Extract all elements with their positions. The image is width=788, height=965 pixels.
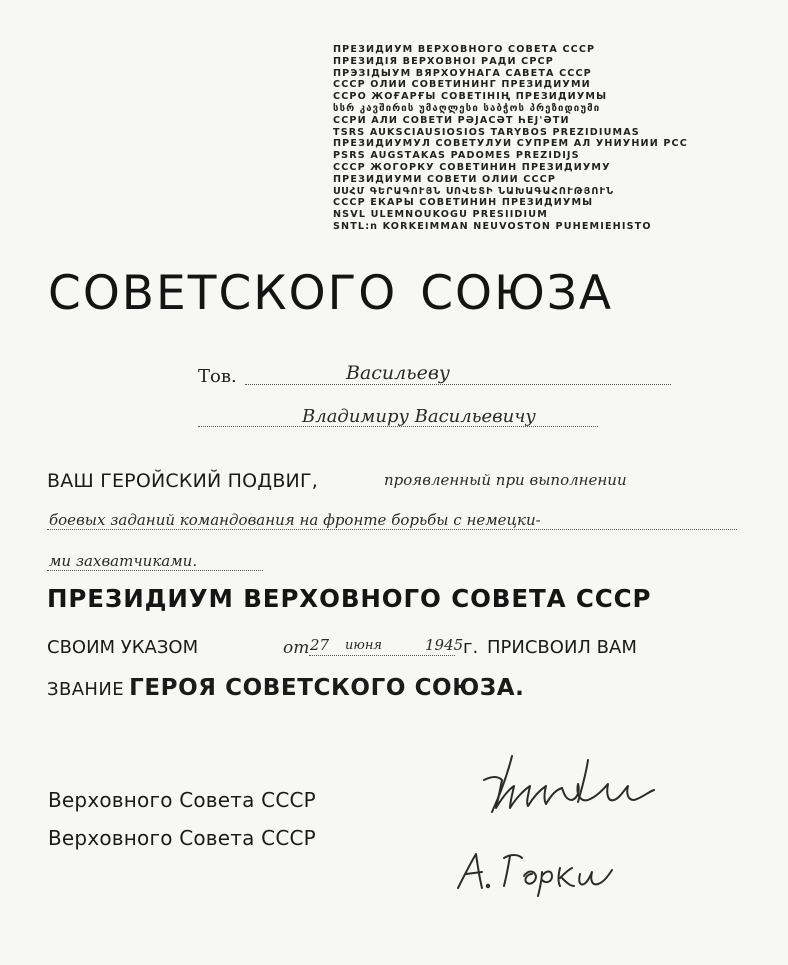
award-prefix: ЗВАНИЕ bbox=[47, 679, 124, 700]
header-line: ПРЕЗИДИУМ ВЕРХОВНОГО СОВЕТА СССР bbox=[333, 44, 596, 55]
header-line: ПРЭЗІДЫУМ ВЯРХОЎНАГА САВЕТА СССР bbox=[333, 67, 592, 79]
decree-text-2: ПРИСВОИЛ ВАМ bbox=[487, 637, 637, 658]
signature-secretary bbox=[452, 840, 632, 900]
header-line: ПРЕЗИДИУМУЛ СОВЕТУЛУЙ СУПРЕМ АЛ УНИУНИЙ РСС bbox=[333, 138, 688, 150]
certificate-title: СОВЕТСКОГО СОЮЗА bbox=[48, 266, 614, 321]
presidium-heading: ПРЕЗИДИУМ ВЕРХОВНОГО СОВЕТА СССР bbox=[47, 584, 652, 613]
dotted-line bbox=[47, 529, 737, 530]
award-name: ГЕРОЯ СОВЕТСКОГО СОЮЗА. bbox=[129, 675, 525, 701]
header-line: TSRS AUKŠČIAUSIOSIOS TARYBOS PREZIDIUMAS bbox=[333, 126, 640, 138]
header-line: ՍՍՀՄ ԳԵՐԱԳՈՒՅՆ ՍՈՎԵՏԻ ՆԱԽԱԳԱՀՈՒԹՅՈՒՆ bbox=[333, 185, 615, 197]
header-line: СССР ЖОГОРКУ СОВЕТИНИН ПРЕЗИДИУМУ bbox=[333, 161, 611, 173]
deed-label: ВАШ ГЕРОЙСКИЙ ПОДВИГ, bbox=[47, 470, 318, 492]
header-line: ПРЕЗИДИУМИ СОВЕТИ ОЛИИ СССР bbox=[333, 173, 557, 185]
signatory-line-1: Верховного Совета СССР bbox=[48, 788, 316, 812]
dotted-line bbox=[309, 655, 455, 656]
header-line: СССР ЁКАРЫ СОВЕТИНИН ПРЕЗИДИУМЫ bbox=[333, 197, 594, 209]
award-row bbox=[47, 675, 525, 701]
deed-line-3: ми захватчиками. bbox=[49, 552, 198, 570]
deed-line-1: проявленный при выполнении bbox=[384, 471, 627, 489]
recipient-dotted-line bbox=[245, 384, 671, 385]
signatory-line-2: Верховного Совета СССР bbox=[48, 826, 316, 850]
recipient-given-names-row bbox=[198, 404, 698, 430]
recipient-given-names: Владимиру Васильевичу bbox=[302, 406, 536, 427]
dotted-line bbox=[47, 570, 263, 571]
header-line: ССРИ АЛИ СОВЕТИ РӘЈАСӘТ ҺЕЈ'ӘТИ bbox=[333, 114, 570, 126]
signature-chairman bbox=[468, 750, 708, 830]
decree-from: от bbox=[283, 638, 310, 658]
deed-line-2: боевых заданий командования на фронте борьбы с немецки- bbox=[49, 511, 541, 529]
decree-year: 1945 bbox=[425, 636, 464, 654]
recipient-row bbox=[198, 362, 698, 388]
decree-day: 27 bbox=[310, 636, 330, 654]
header-line: ПРЕЗИДІЯ ВЕРХОВНОЇ РАДИ СРСР bbox=[333, 55, 554, 67]
decree-year-suffix: г. bbox=[463, 637, 479, 658]
header-line: PSRS AUGSTĀKĀS PADOMES PREZIDIJS bbox=[333, 150, 580, 162]
header-line: სსრ კავშირის უმაღლესი საბჭოს პრეზიდიუმი bbox=[333, 102, 601, 114]
header-line: СССР ОЛИЙ СОВЕТИНИНГ ПРЕЗИДИУМИ bbox=[333, 79, 591, 91]
header-line: NSVL ÜLEMNÕUKOGU PRESIIDIUM bbox=[333, 209, 548, 221]
deed-line-3-row bbox=[47, 550, 737, 576]
header-line: SNTL:n KORKEIMMAN NEUVOSTON PUHEMIEHISTÖ bbox=[333, 220, 652, 232]
recipient-surname: Васильеву bbox=[346, 362, 450, 384]
decree-month: июня bbox=[345, 638, 382, 653]
multilingual-header bbox=[333, 44, 713, 233]
deed-line-2-row bbox=[47, 509, 737, 535]
recipient-prefix: Тов. bbox=[198, 366, 237, 387]
deed-row bbox=[47, 467, 747, 497]
decree-text-1: СВОИМ УКАЗОМ bbox=[47, 637, 199, 658]
header-line: ССРО ЖОҒАРҒЫ СОВЕТІНІҢ ПРЕЗИДИУМЫ bbox=[333, 91, 608, 103]
decree-row bbox=[47, 634, 747, 664]
